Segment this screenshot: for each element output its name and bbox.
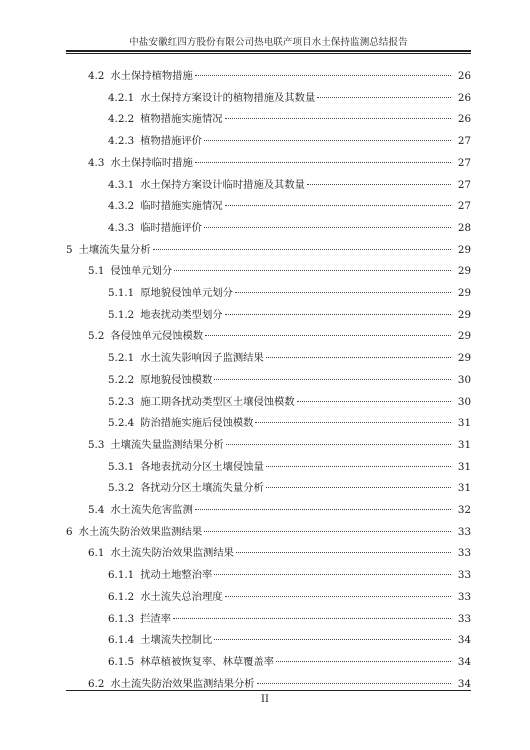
toc-entry-page: 33 [457,547,471,560]
footer-rule [66,690,471,691]
toc-entry-number: 5.1.2 [108,308,135,321]
toc-entry-title: 扰动土地整治率 [140,569,213,582]
toc-entry-number: 4.3 [88,156,105,169]
toc-entry-title: 原地貌侵蚀模数 [140,373,213,386]
toc-entry-title: 土壤流失量分析 [78,243,151,256]
toc-dot-leader [204,140,451,141]
toc-entry[interactable] [108,110,471,126]
toc-entry-title: 水土保持方案设计的植物措施及其数量 [140,91,316,104]
toc-entry[interactable] [88,262,471,278]
toc-entry-title: 水土流失防治效果监测结果分析 [110,677,255,690]
toc-entry-page: 30 [457,373,471,386]
toc-dot-leader [257,683,451,684]
toc-entry[interactable] [88,154,471,170]
toc-entry-page: 31 [457,482,471,495]
toc-dot-leader [266,487,451,488]
toc-entry[interactable] [108,349,471,365]
toc-entry-number: 5.2.3 [108,395,135,408]
toc-entry[interactable] [108,197,471,213]
toc-entry-page: 29 [457,330,471,343]
toc-entry-page: 26 [457,70,471,82]
toc-entry-number: 4.2.1 [108,91,135,104]
toc-entry-number: 5.1 [88,265,105,278]
toc-entry-title: 水土保持临时措施 [110,156,193,169]
toc-entry[interactable] [108,588,471,604]
toc-entry[interactable] [108,393,471,409]
toc-entry-number: 4.2.2 [108,113,135,126]
toc-entry-number: 5.2.1 [108,352,135,365]
toc-entry[interactable] [108,610,471,626]
toc-entry[interactable] [88,67,471,83]
toc-dot-leader [214,379,451,380]
toc-entry-page: 31 [457,460,471,473]
toc-entry[interactable] [108,566,471,582]
toc-entry-number: 5.2.2 [108,373,135,386]
toc-entry-title: 水土流失影响因子监测结果 [140,352,264,365]
toc-entry-page: 29 [457,308,471,321]
toc-entry-page: 33 [457,612,471,625]
toc-entry-title: 临时措施评价 [140,221,202,234]
toc-dot-leader [225,205,451,206]
toc-entry-page: 26 [457,113,471,126]
toc-entry-page: 32 [457,504,471,516]
toc-dot-leader [235,292,451,293]
toc-entry-page: 27 [457,178,471,191]
toc-entry[interactable] [108,631,471,647]
toc-entry-number: 5.3.1 [108,460,135,473]
toc-dot-leader [225,314,451,315]
page-header: 中盐安徽红四方股份有限公司热电联产项目水土保持监测总结报告 [129,37,408,48]
toc-dot-leader [195,509,451,510]
toc-dot-leader [195,75,451,76]
toc-entry[interactable] [66,523,471,539]
toc-entry-page: 29 [457,243,471,256]
toc-dot-leader [266,466,451,467]
toc-entry-number: 6.1.1 [108,569,135,582]
toc-entry-title: 水土流失防治效果监测结果 [78,525,203,538]
toc-entry-title: 林草植被恢复率、林草覆盖率 [140,655,275,668]
toc-entry-title: 水土保持方案设计临时措施及其数量 [140,178,305,191]
toc-entry-number: 5.1.1 [108,287,135,299]
toc-entry[interactable] [108,89,471,105]
toc-dot-leader [214,639,451,640]
toc-entry-number: 4.2.3 [108,135,135,148]
toc-entry-number: 5.4 [88,504,105,516]
toc-entry-number: 6.1.4 [108,634,135,647]
toc-entry[interactable] [108,414,471,430]
toc-entry-number: 6.1.2 [108,590,135,603]
toc-entry-number: 5.3 [88,438,105,451]
toc-entry-title: 各扰动分区土壤流失量分析 [140,482,264,495]
toc-entry-number: 5.2 [88,330,105,343]
toc-entry-title: 水土流失防治效果监测结果 [110,547,234,560]
toc-entry-title: 水土流失危害监测 [110,504,193,516]
toc-dot-leader [225,596,451,597]
toc-entry-page: 33 [457,569,471,582]
toc-entry-title: 植物措施评价 [140,135,202,148]
toc-entry-number: 4.3.3 [108,221,135,234]
toc-dot-leader [204,531,451,532]
toc-entry-page: 27 [457,135,471,148]
toc-dot-leader [225,118,451,119]
toc-entry-page: 33 [457,525,471,538]
toc-entry-title: 土壤流失量监测结果分析 [110,438,224,451]
toc-entry-title: 土壤流失控制比 [140,634,213,647]
toc-entry-title: 地表扰动类型划分 [140,308,223,321]
toc-entry[interactable] [108,284,471,300]
header-rule [66,50,471,54]
toc-entry-number: 5.3.2 [108,482,135,495]
toc-entry-title: 侵蚀单元划分 [110,265,173,278]
toc-entry-page: 29 [457,287,471,299]
toc-entry[interactable] [88,501,471,517]
toc-entry[interactable] [108,458,471,474]
toc-entry-page: 34 [457,677,471,690]
toc-entry-page: 31 [457,438,471,451]
toc-entry-page: 27 [457,156,471,169]
toc-entry-title: 施工期各扰动类型区土壤侵蚀模数 [140,395,295,408]
toc-entry-page: 26 [457,91,471,104]
toc-entry-page: 27 [457,200,471,213]
toc-entry-number: 6.2 [88,677,105,690]
toc-entry-number: 5.2.4 [108,417,135,430]
toc-entry-page: 30 [457,395,471,408]
toc-entry-title: 防治措施实施后侵蚀模数 [140,417,254,430]
toc-entry-number: 4.3.1 [108,178,135,191]
toc-entry-number: 4.2 [88,70,105,82]
toc-dot-leader [255,422,451,423]
toc-dot-leader [195,162,451,163]
toc-dot-leader [153,249,451,250]
toc-entry[interactable] [108,306,471,322]
toc-entry[interactable] [108,371,471,387]
toc-entry-number: 4.3.2 [108,200,135,213]
toc-dot-leader [226,444,451,445]
toc-entry-page: 29 [457,352,471,365]
toc-entry[interactable] [88,436,471,452]
toc-entry-page: 31 [457,417,471,430]
toc-entry[interactable] [88,327,471,343]
toc-entry-title: 拦渣率 [140,612,172,625]
toc-entry-page: 28 [457,221,471,234]
toc-entry-title: 各侵蚀单元侵蚀模数 [110,330,204,343]
toc-dot-leader [236,552,451,553]
toc-entry-page: 34 [457,634,471,647]
toc-entry-number: 5 [66,243,73,256]
toc-entry-page: 29 [457,265,471,278]
toc-dot-leader [214,574,451,575]
toc-entry[interactable] [66,241,471,257]
toc-entry-page: 33 [457,590,471,603]
toc-entry[interactable] [108,479,471,495]
toc-entry[interactable] [108,219,471,235]
toc-entry[interactable] [108,132,471,148]
toc-dot-leader [276,661,451,662]
toc-entry-title: 植物措施实施情况 [140,113,223,126]
toc-entry-number: 6.1 [88,547,105,560]
toc-entry-number: 6.1.3 [108,612,135,625]
page-number: II [261,694,269,705]
toc-entry[interactable] [88,675,471,691]
toc-entry-title: 原地貌侵蚀单元划分 [140,287,233,299]
toc-entry-title: 水土保持植物措施 [110,70,193,82]
toc-entry[interactable] [108,176,471,192]
toc-dot-leader [307,184,451,185]
toc-entry-page: 34 [457,655,471,668]
toc-entry-title: 临时措施实施情况 [140,200,223,213]
toc-dot-leader [205,335,451,336]
toc-dot-leader [317,97,451,98]
toc-entry-title: 水土流失总治理度 [140,590,223,603]
toc-dot-leader [173,618,451,619]
toc-entry-number: 6.1.5 [108,655,135,668]
toc-dot-leader [174,270,451,271]
toc-entry-title: 各地表扰动分区土壤侵蚀量 [140,460,264,473]
toc-entry-number: 6 [66,525,73,538]
toc-entry[interactable] [88,544,471,560]
toc-entry[interactable] [108,653,471,669]
toc-dot-leader [297,401,451,402]
toc-dot-leader [266,357,451,358]
toc-dot-leader [204,227,451,228]
